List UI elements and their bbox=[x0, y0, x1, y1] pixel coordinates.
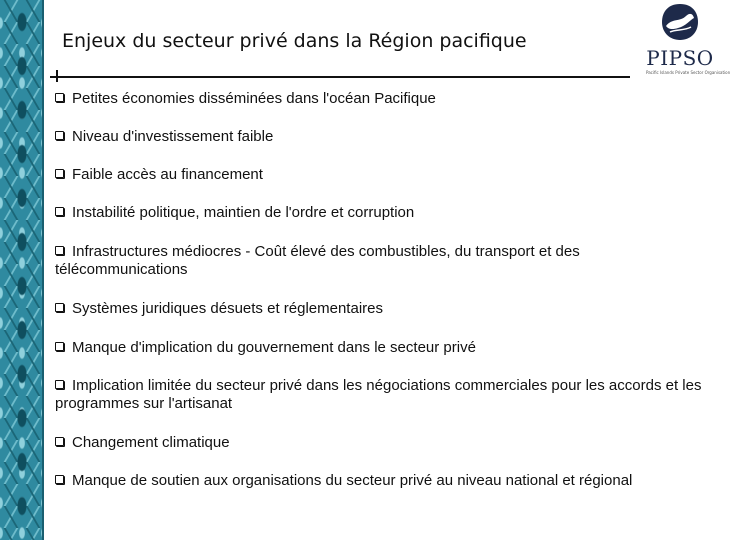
bullet-item bbox=[55, 204, 715, 222]
decorative-side-pattern bbox=[0, 0, 44, 540]
bullet-item bbox=[55, 339, 715, 357]
bullet-item bbox=[55, 243, 715, 279]
checkbox-bullet-icon bbox=[55, 169, 64, 178]
bullet-item bbox=[55, 377, 715, 413]
checkbox-bullet-icon bbox=[55, 207, 64, 216]
bullet-item bbox=[55, 128, 715, 146]
bullet-text: Manque de soutien aux organisations du secteur privé au niveau national et régional bbox=[72, 472, 633, 489]
bullet-text: Systèmes juridiques désuets et réglementaires bbox=[72, 300, 383, 317]
checkbox-bullet-icon bbox=[55, 437, 64, 446]
globe-logo-icon bbox=[660, 2, 700, 42]
bullet-item bbox=[55, 472, 715, 490]
bullet-item bbox=[55, 166, 715, 184]
bullet-text: Instabilité politique, maintien de l'ordre et corruption bbox=[72, 204, 415, 221]
logo-subtitle: Pacific Islands Private Sector Organisation bbox=[646, 70, 730, 75]
bullet-text: Niveau d'investissement faible bbox=[72, 128, 274, 145]
bullet-item bbox=[55, 90, 715, 108]
bullet-text: Implication limitée du secteur privé dans les négociations commerciales pour les accords et les programmes sur l'artisanat bbox=[55, 377, 702, 412]
checkbox-bullet-icon bbox=[55, 131, 64, 140]
bullet-item bbox=[55, 300, 715, 318]
bullet-item bbox=[55, 434, 715, 452]
logo-name: PIPSO bbox=[646, 46, 714, 70]
checkbox-bullet-icon bbox=[55, 93, 64, 102]
checkbox-bullet-icon bbox=[55, 342, 64, 351]
bullet-text: Manque d'implication du gouvernement dans le secteur privé bbox=[72, 339, 476, 356]
side-pattern-edge bbox=[42, 0, 44, 540]
checkbox-bullet-icon bbox=[55, 303, 64, 312]
checkbox-bullet-icon bbox=[55, 380, 64, 389]
slide-title: Enjeux du secteur privé dans la Région pacifique bbox=[62, 30, 527, 52]
title-rule bbox=[50, 76, 630, 78]
bullet-text: Petites économies disséminées dans l'océan Pacifique bbox=[72, 90, 436, 107]
bullet-text: Changement climatique bbox=[72, 434, 230, 451]
checkbox-bullet-icon bbox=[55, 475, 64, 484]
bullet-text: Infrastructures médiocres - Coût élevé des combustibles, du transport et des télécommunications bbox=[55, 243, 580, 278]
checkbox-bullet-icon bbox=[55, 246, 64, 255]
pipso-logo bbox=[640, 0, 730, 80]
bullet-text: Faible accès au financement bbox=[72, 166, 263, 183]
